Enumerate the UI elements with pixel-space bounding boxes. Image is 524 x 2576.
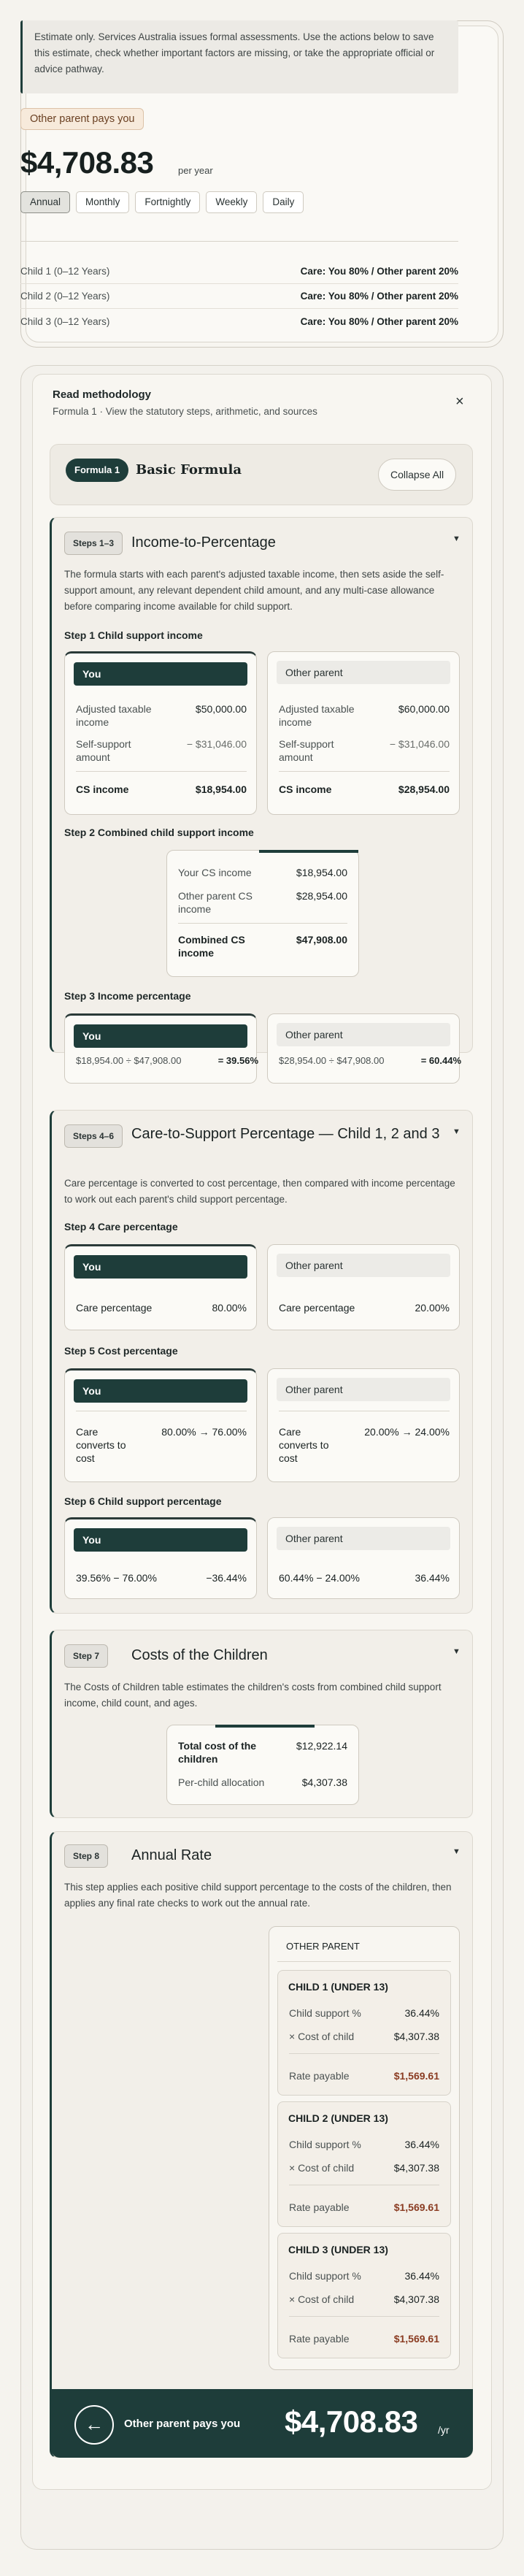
cs-pct-value: −36.44% (206, 1572, 247, 1584)
you-pct-row (76, 1054, 258, 1067)
other-header: Other parent (277, 1527, 450, 1550)
chevron-down-icon[interactable]: ▼ (452, 534, 461, 543)
combined-accent (259, 850, 358, 853)
other-care-card (267, 1244, 460, 1330)
collapse-all-button[interactable]: Collapse All (378, 459, 456, 491)
per-child-row (178, 1776, 347, 1789)
section-description: The formula starts with each parent's adjusted taxable income, then sets aside the self-support amount, any relevant dependent child amount, and any multi-case allowance before comparing income available for child support. (64, 569, 444, 612)
footer-amount: $4,708.83 (285, 2404, 418, 2439)
you-care-card (64, 1244, 257, 1330)
care-pct-row (279, 1301, 450, 1314)
cost-row (289, 2030, 439, 2043)
rate-value: $1,569.61 (393, 2201, 439, 2213)
estimate-notice: Estimate only. Services Australia issues formal assessments. Use the actions below to save this estimate, check whether important factors are missing, or take the appropriate official or advice pathway. (20, 20, 458, 93)
chevron-down-icon[interactable]: ▼ (452, 1127, 461, 1136)
footer-period: /yr (438, 2424, 450, 2436)
card-accent (215, 1725, 315, 1728)
ssa-label: Self-support amount (76, 738, 131, 763)
cost-label: × Cost of child (289, 2293, 355, 2305)
other-cs-row (178, 889, 347, 916)
child-label: Child 2 (0–12 Years) (20, 291, 110, 302)
cost-value: $4,307.38 (393, 2162, 439, 2174)
cost-row (279, 1425, 450, 1465)
section-description: The Costs of Children table estimates the children's costs from combined child support income, child count, and ages. (64, 1682, 442, 1709)
cs-pct-value: 36.44% (404, 2270, 439, 2282)
ssa-row (279, 737, 450, 764)
cost-value: $4,307.38 (393, 2031, 439, 2042)
cs-pct-calc: 60.44% − 24.00% (279, 1572, 360, 1584)
rate-label: Rate payable (289, 2333, 350, 2345)
care-list (20, 259, 458, 334)
cost-value: $4,307.38 (393, 2293, 439, 2305)
payer-badge: Other parent pays you (20, 108, 144, 130)
care-pct-value: 80.00% (212, 1302, 247, 1314)
other-header: Other parent (277, 1254, 450, 1277)
ssa-value: − $31,046.00 (389, 738, 450, 750)
formula-name: Basic Formula (136, 462, 242, 478)
total-cost-row (178, 1739, 347, 1766)
other-income-pct-card (267, 1013, 460, 1084)
cs-income-label: CS income (279, 783, 332, 795)
rate-row (289, 2069, 439, 2082)
step-4-label: Step 4 Care percentage (64, 1221, 178, 1233)
cs-income-value: $18,954.00 (195, 783, 247, 795)
divider (289, 2316, 439, 2317)
rate-value: $1,569.61 (393, 2070, 439, 2082)
you-header: You (74, 1379, 247, 1403)
other-cs-pct-card (267, 1517, 460, 1599)
methodology-subtitle: Formula 1 · View the statutory steps, arithmetic, and sources (53, 406, 317, 417)
period-monthly-button[interactable]: Monthly (76, 191, 129, 213)
rate-label: Rate payable (289, 2201, 350, 2213)
cs-pct-row (76, 1571, 247, 1584)
ssa-row (76, 737, 247, 764)
amount-period-label: per year (178, 165, 213, 176)
formula-pill: Formula 1 (66, 459, 128, 482)
period-switcher (20, 191, 304, 213)
cs-pct-value: 36.44% (404, 2007, 439, 2019)
steps-badge: Steps 1–3 (64, 532, 123, 555)
step-2-label: Step 2 Combined child support income (64, 827, 254, 838)
cost-label: × Cost of child (289, 2031, 355, 2042)
ati-row (279, 702, 450, 729)
rate-row (289, 2332, 439, 2345)
annual-amount: $4,708.83 (20, 145, 154, 180)
you-income-pct-card (64, 1013, 257, 1084)
step-6-label: Step 6 Child support percentage (64, 1495, 222, 1507)
divider (279, 771, 450, 772)
care-split: Care: You 80% / Other parent 20% (300, 315, 458, 327)
rate-panel-header: OTHER PARENT (286, 1941, 360, 1952)
other-pct-calc: $28,954.00 ÷ $47,908.00 (279, 1055, 385, 1066)
cost-value: 80.00% → 76.00% (161, 1426, 247, 1438)
ati-value: $50,000.00 (195, 703, 247, 715)
methodology-title: Read methodology (53, 388, 152, 401)
cs-income-row (76, 783, 247, 796)
cs-pct-value: 36.44% (415, 1572, 450, 1584)
other-pct-value: = 60.44% (420, 1055, 461, 1066)
you-header: You (74, 1024, 247, 1048)
section-title: Costs of the Children (131, 1647, 268, 1663)
you-cs-pct-card (64, 1517, 257, 1599)
you-header: You (74, 1528, 247, 1552)
steps-badge: Steps 4–6 (64, 1124, 123, 1148)
step-5-label: Step 5 Cost percentage (64, 1345, 178, 1357)
cs-pct-row (289, 2138, 439, 2151)
period-annual-button[interactable]: Annual (20, 191, 70, 213)
cost-row (289, 2293, 439, 2306)
divider (289, 2053, 439, 2054)
cs-pct-row (289, 2269, 439, 2282)
other-header: Other parent (277, 1023, 450, 1046)
ati-row (76, 702, 247, 729)
period-fortnightly-button[interactable]: Fortnightly (135, 191, 200, 213)
care-pct-row (76, 1301, 247, 1314)
cs-pct-label: Child support % (289, 2139, 361, 2150)
divider (20, 241, 458, 242)
other-cs-label: Other parent CS income (178, 890, 253, 915)
close-icon[interactable]: × (455, 394, 464, 410)
section-description: This step applies each positive child support percentage to the costs of the children, then applies any final rate checks to work out the annual rate. (64, 1882, 452, 1909)
per-child-value: $4,307.38 (301, 1776, 347, 1788)
care-row (20, 259, 458, 284)
care-row (20, 309, 458, 334)
child-title: CHILD 2 (UNDER 13) (288, 2112, 388, 2124)
cs-pct-row (279, 1571, 450, 1584)
section-title: Income-to-Percentage (131, 534, 276, 551)
ssa-value: − $31,046.00 (186, 738, 247, 750)
arrow-left-icon: ← (85, 2413, 104, 2435)
footer-payer-label: Other parent pays you (124, 2418, 241, 2430)
chevron-down-icon[interactable]: ▼ (452, 1847, 461, 1856)
child-title: CHILD 3 (UNDER 13) (288, 2244, 388, 2255)
cs-pct-label: Child support % (289, 2007, 361, 2019)
child-title: CHILD 1 (UNDER 13) (288, 1981, 388, 1993)
care-pct-label: Care percentage (279, 1302, 355, 1314)
total-cost-label: Total cost of the children (178, 1740, 257, 1765)
cs-pct-calc: 39.56% − 76.00% (76, 1572, 157, 1584)
other-pct-row (279, 1054, 461, 1067)
section-title: Care-to-Support Percentage — Child 1, 2 and 3 (131, 1126, 440, 1142)
cs-pct-value: 36.44% (404, 2139, 439, 2150)
you-pct-value: = 39.56% (217, 1055, 258, 1066)
care-pct-value: 20.00% (415, 1302, 450, 1314)
cost-label: Care converts to cost (279, 1426, 329, 1464)
ati-label: Adjusted taxable income (279, 703, 355, 728)
cs-income-value: $28,954.00 (398, 783, 450, 795)
cs-pct-row (289, 2006, 439, 2020)
cost-label: Care converts to cost (76, 1426, 126, 1464)
care-split: Care: You 80% / Other parent 20% (300, 266, 458, 277)
period-daily-button[interactable]: Daily (263, 191, 304, 213)
you-pct-calc: $18,954.00 ÷ $47,908.00 (76, 1055, 182, 1066)
combined-label: Combined CS income (178, 934, 245, 959)
care-row (20, 284, 458, 309)
step-badge: Step 7 (64, 1644, 108, 1668)
combined-value: $47,908.00 (296, 934, 347, 946)
step-3-label: Step 3 Income percentage (64, 990, 191, 1002)
child-label: Child 3 (0–12 Years) (20, 315, 110, 327)
step-badge: Step 8 (64, 1844, 108, 1868)
divider (76, 771, 247, 772)
cost-row (76, 1425, 247, 1465)
divider (277, 1961, 451, 1962)
section-description: Care percentage is converted to cost percentage, then compared with income percentage to work out each parent's child support percentage. (64, 1178, 455, 1205)
other-header: Other parent (277, 1378, 450, 1401)
you-header: You (74, 1255, 247, 1279)
care-pct-label: Care percentage (76, 1302, 153, 1314)
cost-row (289, 2161, 439, 2174)
combined-row (178, 933, 347, 959)
your-cs-value: $18,954.00 (296, 867, 347, 878)
cost-value: 20.00% → 24.00% (364, 1426, 450, 1438)
cost-label: × Cost of child (289, 2162, 355, 2174)
per-child-label: Per-child allocation (178, 1776, 265, 1788)
rate-label: Rate payable (289, 2070, 350, 2082)
ssa-label: Self-support amount (279, 738, 334, 763)
other-header: Other parent (277, 661, 450, 684)
ati-value: $60,000.00 (398, 703, 450, 715)
total-cost-value: $12,922.14 (296, 1740, 347, 1752)
divider (178, 923, 347, 924)
rate-row (289, 2201, 439, 2214)
other-cs-value: $28,954.00 (296, 890, 347, 902)
section-title: Annual Rate (131, 1847, 212, 1863)
rate-value: $1,569.61 (393, 2333, 439, 2345)
you-header: You (74, 662, 247, 686)
chevron-down-icon[interactable]: ▼ (452, 1647, 461, 1656)
your-cs-label: Your CS income (178, 867, 252, 878)
period-weekly-button[interactable]: Weekly (206, 191, 257, 213)
step-1-label: Step 1 Child support income (64, 629, 203, 641)
cs-pct-label: Child support % (289, 2270, 361, 2282)
child-label: Child 1 (0–12 Years) (20, 266, 110, 277)
cs-income-row (279, 783, 450, 796)
ati-label: Adjusted taxable income (76, 703, 152, 728)
your-cs-row (178, 866, 347, 879)
cs-income-label: CS income (76, 783, 129, 795)
care-split: Care: You 80% / Other parent 20% (300, 291, 458, 302)
